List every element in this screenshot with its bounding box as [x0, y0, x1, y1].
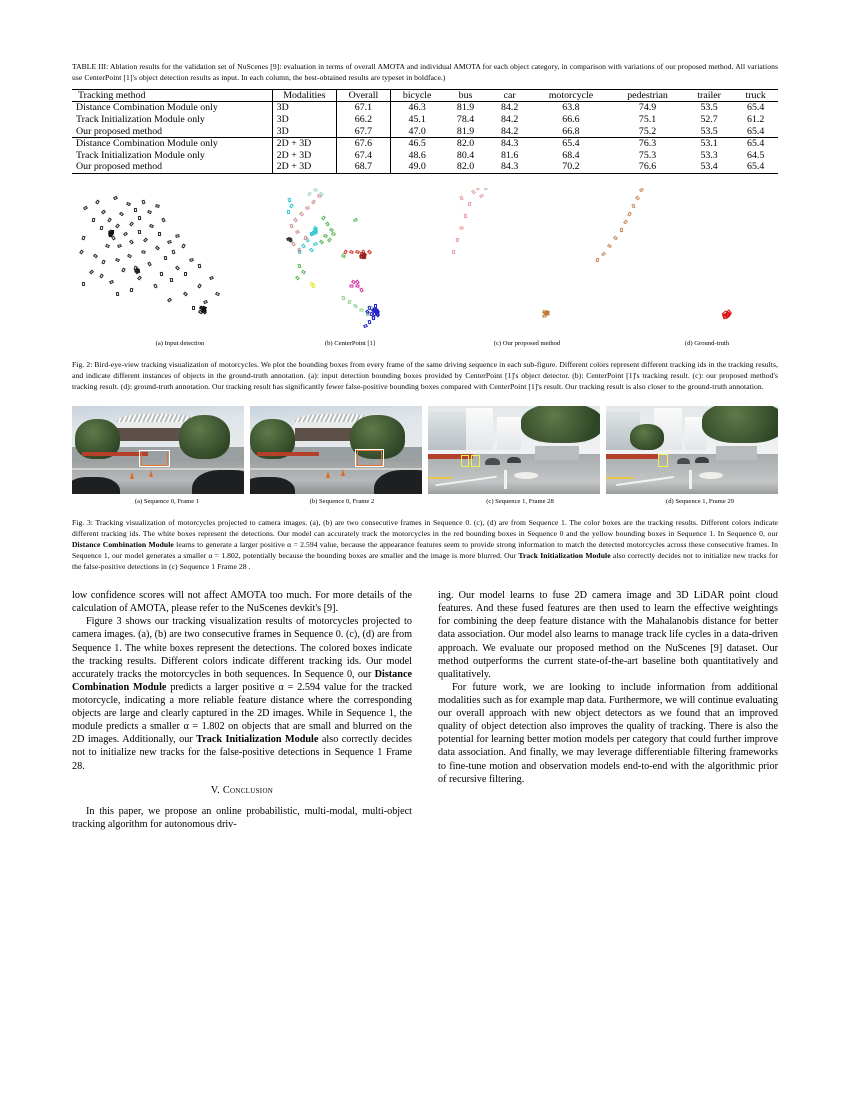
- cell-motorcycle: 68.4: [562, 149, 580, 161]
- bev-bounding-box: [184, 272, 187, 276]
- bev-bounding-box: [468, 201, 472, 206]
- bev-bounding-box: [115, 258, 120, 262]
- bev-bounding-box: [119, 211, 124, 216]
- cell-overall: 67.4: [336, 150, 390, 162]
- figure-2-bev-panels: [72, 188, 778, 338]
- cell-bicycle: 49.0: [390, 161, 443, 173]
- cell-overall: 66.2: [336, 114, 390, 126]
- bev-bounding-box: [215, 292, 220, 296]
- col-header-pedestrian: pedestrian: [627, 89, 668, 101]
- cell-method: Our proposed method: [76, 161, 163, 173]
- cell-car: 84.2: [500, 114, 519, 126]
- bev-bounding-box: [596, 257, 600, 262]
- cell-truck: 65.4: [747, 125, 765, 137]
- cell-truck: 64.5: [747, 149, 765, 161]
- cell-method: Track Initialization Module only: [76, 114, 205, 126]
- bev-bounding-box: [301, 269, 306, 274]
- bev-bounding-box: [81, 235, 85, 240]
- vehicle-ahead-2: [507, 457, 521, 463]
- col-header-car: car: [503, 89, 516, 101]
- fig3-caption-bold1: Distance Combination Module: [72, 540, 174, 550]
- photo-sequence1-frame28: [428, 406, 600, 494]
- bev-bounding-box: [181, 243, 185, 248]
- body-text-columns: [72, 589, 778, 831]
- bev-bounding-box: [298, 263, 302, 268]
- bev-bounding-box: [631, 203, 635, 208]
- bev-bounding-box: [349, 284, 353, 287]
- bev-bounding-box: [129, 221, 134, 226]
- cell-car: 81.6: [500, 149, 519, 161]
- col-header-truck: truck: [745, 89, 766, 101]
- cell-modalities: 3D: [272, 125, 336, 137]
- bev-bounding-box: [138, 230, 141, 234]
- red-barrier: [606, 454, 658, 459]
- bev-bounding-box: [323, 234, 328, 238]
- table-header-row: [72, 89, 778, 102]
- bev-bounding-box: [107, 217, 112, 222]
- red-barrier: [257, 452, 319, 456]
- right-paragraph-2: For future work, we are looking to include information from additional modalities such as for example map data. Furthermore, we will continue evaluating our overall approach with new object detectors as we found that an improved quality of object detection also improves the quality of tracking. There is also the potential for learning better motion models per category that could further improve data association. And finally, we may leverage differentiable filtering frameworks to fine-tune motion and observation models end-to-end with the algorithmic prior of recursive filtering.: [438, 681, 778, 785]
- left-p2-bold1: Distance Combination Module: [72, 668, 412, 693]
- cell-pedestrian: 74.9: [638, 102, 657, 114]
- bev-bounding-box: [355, 279, 360, 284]
- bev-bounding-box: [464, 214, 468, 218]
- bev-bounding-box: [175, 234, 180, 238]
- cell-bicycle: 46.3: [390, 102, 443, 114]
- building-tall: [466, 408, 494, 450]
- tree-canopy-right: [702, 406, 778, 443]
- figure-2-subcaptions: [72, 340, 778, 353]
- bev-bounding-box: [109, 280, 114, 284]
- cell-motorcycle: 65.4: [562, 138, 580, 150]
- bev-bounding-box: [147, 261, 152, 266]
- fig3-caption-part1: Fig. 3: Tracking visualization of motorcycles projected to camera images. (a), (b) are two consecutive frames in Sequence 0. (c), (d) are from Sequence 1. The color boxes are the tracking results. Different colors indicate different tracking ids. The white boxes represent the detections. Our model can accurately track the motorcycles in the red bounding boxes in Sequence 0 and the yellow bounding boxes in Sequence 1. In Sequence 0, our: [72, 518, 778, 539]
- cell-car: 84.2: [500, 125, 519, 137]
- bev-bounding-box: [325, 221, 330, 226]
- bev-bounding-box: [367, 249, 372, 254]
- cell-truck: 65.4: [747, 138, 765, 150]
- left-p2-part2: predicts a larger positive α = 2.594 value for the tracked motorcycle, indicating a more reliable feature distance where the corresponding objects are large and clearly captured in the 2D images. While in Sequence 1, the module predicts a smaller α = 1.802 on objects that are small and blurred on the 2D images. Additionally, our: [72, 681, 412, 746]
- col-header-overall: Overall: [336, 89, 390, 102]
- bev-bounding-box: [141, 250, 146, 254]
- bev-bounding-box: [635, 195, 640, 200]
- bev-bounding-box: [307, 191, 312, 196]
- cell-bicycle: 45.1: [390, 114, 443, 126]
- bev-bounding-box: [291, 241, 295, 246]
- fig3-caption-part3: also correctly decides not to initialize new tracks for the false-positive detections in (c) Sequence 1 Frame 28 .: [72, 551, 778, 572]
- table-row: [72, 114, 778, 126]
- red-barrier: [82, 452, 147, 456]
- bev-bounding-box: [141, 199, 145, 204]
- left-p2-bold2: Track Initialization Module: [196, 734, 319, 746]
- cell-trailer: 52.7: [700, 114, 718, 126]
- table-row: [72, 150, 778, 162]
- bev-bounding-box: [343, 249, 348, 254]
- col-header-trailer: trailer: [697, 89, 721, 101]
- bev-bounding-box: [192, 306, 195, 310]
- figure-3-caption: [72, 518, 778, 573]
- table-row: [72, 161, 778, 173]
- bev-bounding-box: [319, 239, 324, 244]
- bev-bounding-box: [355, 284, 359, 288]
- tree-canopy-left: [630, 424, 664, 450]
- ablation-results-table: [72, 89, 778, 174]
- bev-bounding-box: [83, 205, 88, 210]
- tracking-box-motorcycle-1: [658, 454, 668, 467]
- cell-modalities: 2D + 3D: [272, 137, 336, 149]
- table-row: [72, 125, 778, 137]
- wall-right: [716, 446, 757, 460]
- col-header-bicycle: bicycle: [390, 89, 443, 102]
- wall-right: [535, 446, 580, 460]
- cell-motorcycle: 66.6: [562, 114, 580, 126]
- road-arrow: [699, 472, 723, 479]
- bev-bounding-box: [82, 282, 85, 286]
- bev-bounding-box: [147, 210, 152, 214]
- cell-method: Distance Combination Module only: [76, 102, 218, 114]
- bev-bounding-box: [639, 188, 644, 192]
- section-heading-conclusion: V. Conclusion: [210, 784, 274, 796]
- figure-2-caption: Fig. 2: Bird-eye-view tracking visualization of motorcycles. We plot the bounding boxes from every frame of the same driving sequence in each sub-figure. Different colors represent different tracking ids in the tracking results, and indicate different instances of objects in the ground-truth annotation. (a): input detection bounding boxes provided by CenterPoint [1]'s object detector. (b): CenterPoint [1]'s tracking result. (c): our proposed method's tracking result. (d): ground-truth annotation. Our tracking result has significantly fewer false-positive bounding boxes compared with CenterPoint [1]'s result. Our tracking result is also closer to the ground-truth annotation.: [72, 359, 778, 391]
- cell-pedestrian: 75.3: [638, 149, 657, 161]
- bev-bounding-box: [127, 253, 132, 258]
- subcaption-c: (c) Sequence 1, Frame 28: [486, 498, 554, 506]
- bev-bounding-box: [137, 275, 142, 280]
- cell-overall: 67.6: [336, 137, 390, 149]
- bev-bounding-box: [203, 300, 208, 304]
- bev-bounding-box: [452, 250, 456, 254]
- bev-bounding-box: [101, 259, 105, 264]
- cell-truck: 65.4: [747, 161, 765, 173]
- bev-bounding-box: [93, 253, 98, 258]
- cell-motorcycle: 66.8: [562, 125, 580, 137]
- cell-overall: 67.1: [336, 102, 390, 114]
- building-center: [497, 417, 521, 450]
- bev-bounding-box: [198, 263, 202, 267]
- table-row: [72, 102, 778, 114]
- bev-bounding-box: [359, 287, 364, 292]
- photo-sequence0-frame2: [250, 406, 422, 494]
- tracking-box-motorcycle-2: [471, 455, 480, 467]
- cell-modalities: 2D + 3D: [272, 161, 336, 173]
- right-paragraph-1: ing. Our model learns to fuse 2D camera image and 3D LiDAR point cloud features. And these fused features are then used to learn the effective weightings for combining the deep feature distance with the Mahalanobis distance for better data association. Our model also learns to manage track life cycles in a data-driven approach. We evaluate our proposed method on the NuScenes [9] dataset. Our method outperforms the current state-of-the-art baseline both quantitatively and qualitatively.: [438, 590, 778, 680]
- bev-bounding-box: [601, 251, 606, 256]
- bev-bounding-box: [305, 206, 309, 209]
- bev-bounding-box: [620, 228, 623, 232]
- bev-bounding-box: [170, 278, 173, 282]
- cell-method: Distance Combination Module only: [76, 138, 218, 150]
- cell-trailer: 53.5: [700, 102, 718, 114]
- cell-pedestrian: 76.6: [638, 161, 657, 173]
- bev-bounding-box: [117, 244, 122, 248]
- bev-panel-our-method: [524, 188, 669, 338]
- left-paragraph-3: In this paper, we propose an online probabilistic, multi-modal, multi-object tracking algorithm for autonomous driv-: [72, 805, 412, 830]
- cell-trailer: 53.3: [700, 149, 718, 161]
- cell-truck: 65.4: [747, 102, 765, 114]
- cell-method: Track Initialization Module only: [76, 149, 205, 161]
- traffic-cone-2: [341, 469, 345, 476]
- bev-panel-ground-truth: [677, 188, 778, 338]
- cell-bicycle: 46.5: [390, 137, 443, 149]
- yellow-curb-line: [606, 477, 634, 479]
- cell-modalities: 2D + 3D: [272, 150, 336, 162]
- table-body: [72, 102, 778, 174]
- bev-bounding-box: [167, 240, 172, 244]
- cell-truck: 61.2: [747, 114, 765, 126]
- cell-bus: 82.0: [456, 138, 475, 150]
- cell-pedestrian: 75.2: [638, 125, 657, 137]
- cell-bus: 81.9: [456, 125, 475, 137]
- vehicle-ahead-1: [677, 458, 691, 464]
- bev-bounding-box: [297, 247, 301, 252]
- traffic-cone-1: [326, 471, 330, 478]
- bev-bounding-box: [126, 202, 131, 206]
- bev-bounding-box: [299, 211, 304, 216]
- bev-bounding-box: [134, 208, 137, 212]
- cell-trailer: 53.1: [700, 138, 718, 150]
- bev-bounding-box: [287, 197, 291, 202]
- bev-bounding-box: [623, 219, 628, 224]
- detection-box-white: [139, 450, 170, 468]
- yellow-curb-line: [428, 477, 452, 479]
- bev-bounding-box: [158, 232, 161, 236]
- bev-panel-centerpoint: [284, 188, 514, 338]
- bev-bounding-box: [175, 265, 180, 270]
- cell-overall: 67.7: [336, 125, 390, 137]
- bev-bounding-box: [153, 283, 157, 288]
- cell-trailer: 53.4: [700, 161, 718, 173]
- table-head: [72, 89, 778, 102]
- photo-sequence1-frame29: [606, 406, 778, 494]
- col-header-tracking-method: Tracking method: [78, 89, 146, 101]
- cell-car: 84.3: [500, 138, 519, 150]
- traffic-cone-2: [149, 470, 153, 477]
- subcaption-d: (d) Ground-truth: [684, 339, 730, 347]
- detection-box-white: [355, 449, 384, 467]
- vehicle-ahead-2: [695, 457, 709, 463]
- tree-right: [179, 415, 231, 459]
- bev-bounding-box: [160, 272, 164, 276]
- cell-overall: 68.7: [336, 161, 390, 173]
- bev-bounding-box: [155, 245, 160, 250]
- bev-panel-input-detection: [72, 188, 277, 338]
- bev-bounding-box: [155, 204, 159, 208]
- bev-bounding-box: [101, 209, 106, 214]
- bev-bounding-box: [295, 230, 300, 234]
- bev-bounding-box: [121, 267, 125, 272]
- building-left: [428, 412, 466, 451]
- bev-bounding-box: [331, 232, 335, 236]
- bev-bounding-box: [209, 276, 214, 280]
- bev-bounding-box: [89, 269, 94, 274]
- bev-bounding-box: [363, 324, 368, 328]
- bev-bounding-box: [475, 188, 480, 190]
- bev-bounding-box: [349, 249, 354, 254]
- bev-bounding-box: [164, 256, 167, 260]
- traffic-cone-1: [130, 472, 134, 479]
- bev-bounding-box: [183, 291, 188, 296]
- bev-bounding-box: [115, 223, 120, 228]
- bev-bounding-box: [459, 226, 463, 229]
- fig3-caption-part2: learns to generate a larger positive α = 2.594 value, because the appearance features seem to provide strong information to match the detected motorcycles across these consecutive frames. In Sequence 1, our model generates a smaller α = 1.802, potentially because the bounding boxes are smaller and the image is more blurred. Our: [72, 540, 778, 561]
- bev-bounding-box: [353, 303, 358, 308]
- bev-bounding-box: [161, 217, 165, 222]
- bev-bounding-box: [138, 216, 141, 220]
- bev-bounding-box: [287, 210, 291, 214]
- left-p2-part3: also correctly decides not to initialize new tracks for the false-positive detections in Sequence 1 Frame 28.: [72, 734, 412, 772]
- left-paragraph-2: [72, 615, 412, 772]
- cell-bus: 82.0: [456, 161, 475, 173]
- bev-bounding-box: [301, 243, 306, 248]
- road-arrow: [514, 472, 538, 479]
- fig3-caption-bold2: Track Initialization Module: [518, 551, 611, 561]
- bev-bounding-box: [113, 196, 118, 200]
- bev-bounding-box: [130, 287, 134, 291]
- bev-bounding-box: [321, 215, 326, 220]
- lane-marking-center: [504, 470, 507, 489]
- vehicle-ahead-1: [485, 458, 500, 465]
- subcaption-a: (a) Input detection: [155, 339, 205, 347]
- bev-bounding-box: [197, 283, 202, 288]
- subcaption-b: (b) Sequence 0, Frame 2: [309, 498, 375, 506]
- bev-bounding-box: [116, 292, 119, 296]
- cell-bus: 80.4: [456, 149, 475, 161]
- col-header-modalities: Modalities: [272, 89, 336, 102]
- bev-bounding-box: [347, 299, 351, 304]
- cell-bicycle: 48.6: [390, 150, 443, 162]
- bev-bounding-box: [341, 295, 345, 300]
- bev-bounding-box: [95, 199, 100, 204]
- bev-bounding-box: [312, 284, 315, 288]
- cell-method: Our proposed method: [76, 125, 163, 137]
- bev-bounding-box: [295, 275, 300, 280]
- figure-3-photo-strip: [72, 406, 778, 494]
- bev-bounding-box: [607, 243, 612, 248]
- bev-bounding-box: [311, 199, 316, 204]
- subcaption-d: (d) Sequence 1, Frame 29: [666, 498, 734, 506]
- bev-bounding-box: [309, 247, 314, 252]
- bev-bounding-box: [327, 237, 332, 242]
- subcaption-b: (b) CenterPoint [1]: [324, 339, 376, 347]
- bev-bounding-box: [92, 218, 96, 222]
- bev-bounding-box: [313, 242, 318, 246]
- left-column: [72, 589, 412, 831]
- cell-motorcycle: 70.2: [562, 161, 580, 173]
- cell-car: 84.3: [500, 161, 519, 173]
- bev-bounding-box: [171, 249, 175, 254]
- bev-bounding-box: [79, 249, 84, 254]
- figure-3-subcaptions: [72, 498, 778, 511]
- col-header-bus: bus: [458, 89, 473, 101]
- bev-bounding-box: [189, 258, 194, 262]
- cell-bicycle: 47.0: [390, 125, 443, 137]
- cell-bus: 78.4: [456, 114, 475, 126]
- cell-motorcycle: 63.8: [562, 102, 580, 114]
- cell-trailer: 53.5: [700, 125, 718, 137]
- tree-canopy-right: [521, 406, 600, 443]
- bev-bounding-box: [483, 188, 488, 190]
- right-column: [438, 589, 778, 831]
- left-paragraph-1: low confidence scores will not affect AMOTA too much. For more details of the calculation of AMOTA, please refer to the NuScenes devkit's [9].: [72, 590, 412, 615]
- bev-bounding-box: [293, 217, 298, 222]
- cell-modalities: 3D: [272, 102, 336, 114]
- bev-bounding-box: [479, 194, 484, 198]
- bev-bounding-box: [136, 269, 140, 273]
- tracking-box-motorcycle-1: [461, 455, 470, 467]
- table-row: [72, 137, 778, 149]
- bev-bounding-box: [149, 224, 154, 228]
- bev-bounding-box: [289, 223, 293, 228]
- lane-marking-center: [689, 470, 692, 489]
- bev-bounding-box: [459, 195, 463, 200]
- col-header-motorcycle: motorcycle: [548, 89, 594, 101]
- bev-bounding-box: [368, 319, 372, 324]
- table-caption: TABLE III: Ablation results for the validation set of NuScenes [9]: evaluation in terms of overall AMOTA and individual AMOTA for each object category, in comparison with variations of our proposed method. All variations use CenterPoint [1]'s object detection results as input. In each column, the best-obtained results are typeset in boldface.): [72, 62, 778, 82]
- bev-bounding-box: [123, 231, 128, 236]
- bev-bounding-box: [353, 217, 358, 222]
- bev-bounding-box: [613, 235, 618, 240]
- left-p2-part1: Figure 3 shows our tracking visualization results of motorcycles projected to camera images. (a), (b) are two consecutive frames in Sequence 0. (c), (d) are from Sequence 1. The white boxes represent the detections. The colored boxes indicate the tracking results. Different colors indicate different tracking ids. Our model accurately tracks the motorcycles in both sequences. In Sequence 0, our: [72, 616, 412, 680]
- bev-bounding-box: [456, 238, 460, 242]
- subcaption-c: (c) Our proposed method: [493, 339, 561, 347]
- bev-bounding-box: [129, 239, 134, 244]
- bev-bounding-box: [359, 308, 363, 312]
- cell-pedestrian: 75.1: [638, 114, 657, 126]
- subcaption-a: (a) Sequence 0, Frame 1: [134, 498, 200, 506]
- cell-car: 84.2: [500, 102, 519, 114]
- cell-modalities: 3D: [272, 114, 336, 126]
- page-content: [72, 62, 778, 831]
- bev-bounding-box: [99, 273, 104, 278]
- bev-bounding-box: [100, 225, 104, 230]
- cell-pedestrian: 76.3: [638, 138, 657, 150]
- bev-bounding-box: [105, 244, 110, 248]
- bev-bounding-box: [313, 188, 318, 192]
- bev-bounding-box: [167, 297, 172, 302]
- cell-bus: 81.9: [456, 102, 475, 114]
- bev-bounding-box: [289, 203, 294, 208]
- bev-bounding-box: [627, 211, 632, 216]
- bev-bounding-box: [471, 189, 476, 194]
- bev-bounding-box: [143, 237, 148, 242]
- photo-sequence0-frame1: [72, 406, 244, 494]
